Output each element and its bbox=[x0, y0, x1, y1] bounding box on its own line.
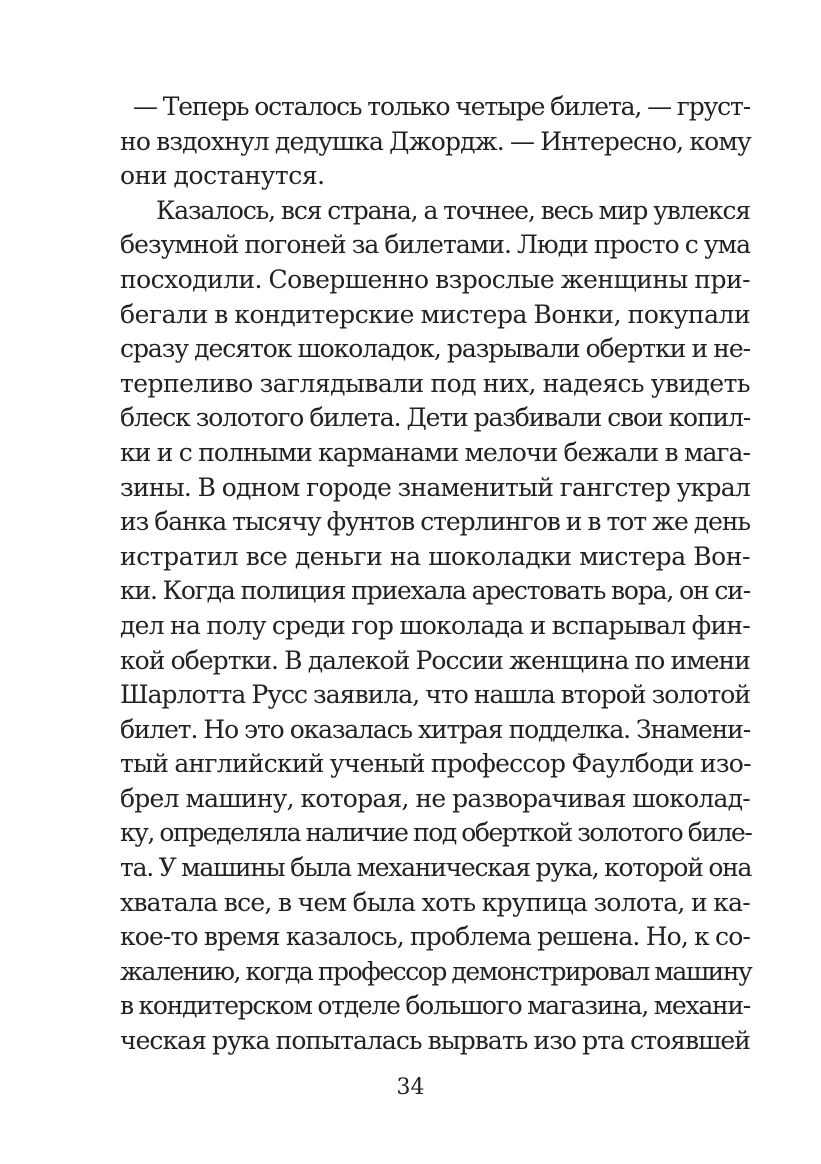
text-line: та. У машины была механическая рука, которой она bbox=[120, 853, 752, 883]
text-line: ческая рука попыталась вырвать изо рта стоявшей bbox=[120, 1026, 750, 1056]
text-line: кое-то время казалось, проблема решена. Но, к со- bbox=[120, 922, 750, 952]
text-line: ку, определяла наличие под оберткой золотого биле- bbox=[120, 818, 752, 848]
text-line: ки. Когда полиция приехала арестовать вора, он си- bbox=[120, 576, 750, 606]
text-line: Казалось, вся страна, а точнее, весь мир увлекся bbox=[156, 195, 750, 225]
text-line: в кондитерском отделе большого магазина, механи- bbox=[120, 991, 750, 1021]
text-line: сразу десяток шоколадок, разрывали обертки и не- bbox=[120, 334, 750, 364]
text-line: Шарлотта Русс заявила, что нашла второй золотой bbox=[120, 680, 751, 710]
text-line: брел машину, которая, не разворачивая шоколад- bbox=[120, 783, 750, 813]
text-line: они достанутся. bbox=[120, 161, 325, 191]
text-line: из банка тысячу фунтов стерлингов и в тот же день bbox=[120, 507, 750, 537]
text-line: кой обертки. В далекой России женщина по имени bbox=[120, 645, 750, 675]
text-line: тый английский ученый профессор Фаулбоди изо- bbox=[120, 749, 751, 779]
text-line: ки и с полными карманами мелочи бежали в мага- bbox=[120, 437, 750, 467]
text-line: жалению, когда профессор демонстрировал машину bbox=[120, 956, 752, 986]
text-line: билет. Но это оказалась хитрая подделка. Знамени- bbox=[120, 714, 750, 744]
text-line: безумной погоней за билетами. Люди просто с ума bbox=[120, 230, 751, 260]
text-line: бегали в кондитерские мистера Вонки, покупали bbox=[120, 299, 751, 329]
text-line: хватала все, в чем была хоть крупица золота, и ка- bbox=[120, 887, 750, 917]
text-line: блеск золотого билета. Дети разбивали свои копил- bbox=[120, 403, 750, 433]
text-line: дел на полу среди гор шоколада и вспарывал фин- bbox=[120, 610, 750, 640]
text-line: истратил все деньги на шоколадки мистера Вон- bbox=[120, 541, 750, 571]
text-line: зины. В одном городе знаменитый гангстер украл bbox=[120, 472, 750, 502]
text-line: посходили. Совершенно взрослые женщины при- bbox=[120, 264, 750, 294]
text-line: — Теперь осталось только четыре билета, — груст- bbox=[133, 92, 750, 121]
page-number: 34 bbox=[396, 1075, 425, 1100]
text-line: но вздохнул дедушка Джордж. — Интересно, кому bbox=[120, 126, 751, 156]
body-text bbox=[120, 90, 750, 1059]
text-line: терпеливо заглядывали под них, надеясь увидеть bbox=[120, 368, 750, 398]
